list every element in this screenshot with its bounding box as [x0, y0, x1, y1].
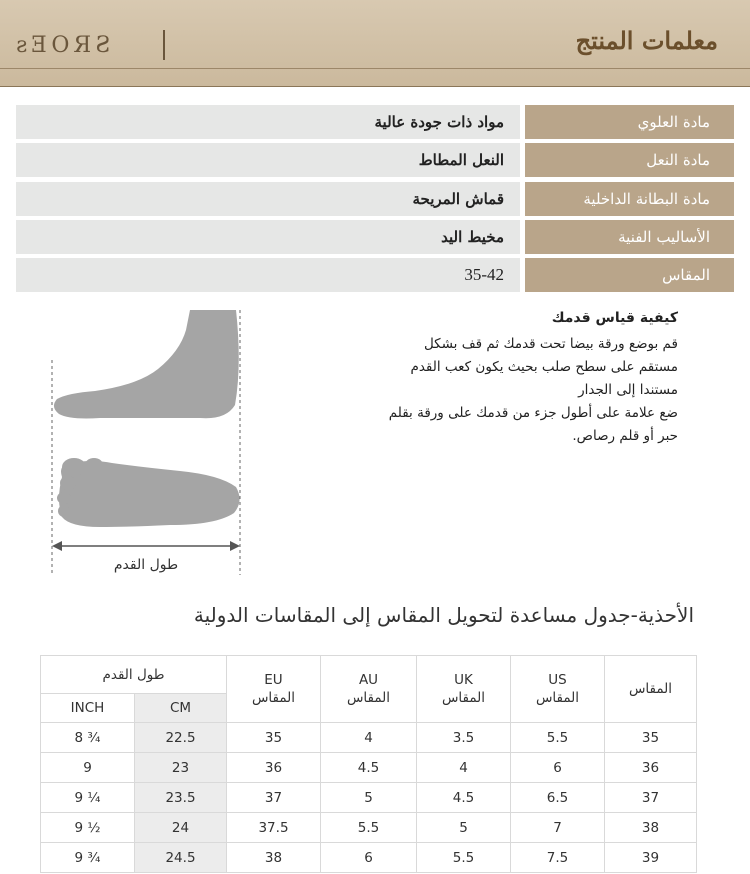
spec-row [16, 220, 734, 254]
toe-3 [60, 476, 76, 490]
header-au [321, 656, 417, 723]
spec-value: 35-42 [16, 258, 520, 292]
header-eu-word: المقاس [251, 690, 296, 706]
size-chart-table [40, 655, 697, 873]
toe-4 [57, 492, 71, 504]
cell-uk: 5 [417, 813, 511, 843]
header-divider [0, 68, 750, 69]
toe-5 [58, 505, 70, 517]
cell-inch: 9 ¾ [41, 843, 135, 873]
spec-value: مخيط اليد [16, 220, 520, 254]
cell-size: 35 [605, 723, 697, 753]
toe-2 [85, 458, 103, 472]
spec-label: مادة البطانة الداخلية [525, 182, 734, 216]
cell-uk: 4 [417, 753, 511, 783]
header-eu-code: EU [264, 672, 283, 688]
cell-eu: 37 [227, 783, 321, 813]
spec-row [16, 143, 734, 177]
cell-us: 7 [511, 813, 605, 843]
header-us [511, 656, 605, 723]
header-inch: INCH [41, 694, 135, 723]
header-au-word: المقاس [346, 690, 391, 706]
foot-top-shape [59, 461, 240, 527]
page-header [0, 0, 750, 87]
header-cm: CM [135, 694, 227, 723]
cell-us: 5.5 [511, 723, 605, 753]
cell-size: 36 [605, 753, 697, 783]
header-uk-code: UK [454, 672, 473, 688]
measure-line: حبر أو قلم رصاص. [572, 428, 678, 444]
cell-us: 6 [511, 753, 605, 783]
header-uk-word: المقاس [441, 690, 486, 706]
cell-uk: 4.5 [417, 783, 511, 813]
foot-side-shape [54, 310, 239, 419]
header-foot-length: طول القدم [41, 656, 227, 694]
table-row [41, 813, 697, 843]
measure-instructions [278, 333, 678, 448]
spec-value: مواد ذات جودة عالية [16, 105, 520, 139]
cell-size: 39 [605, 843, 697, 873]
spec-row [16, 105, 734, 139]
cell-au: 4 [321, 723, 417, 753]
cell-us: 6.5 [511, 783, 605, 813]
spec-row [16, 258, 734, 292]
toe-1 [62, 458, 86, 476]
header-us-code: US [548, 672, 567, 688]
cell-cm: 22.5 [135, 723, 227, 753]
brand-logo: ƨƎOЯƧ [16, 32, 115, 58]
cell-au: 5.5 [321, 813, 417, 843]
header-uk [417, 656, 511, 723]
cell-uk: 3.5 [417, 723, 511, 753]
spec-row [16, 182, 734, 216]
cell-size: 38 [605, 813, 697, 843]
arrow-head-left [52, 541, 62, 551]
cell-au: 5 [321, 783, 417, 813]
cell-inch: 9 ½ [41, 813, 135, 843]
header-size: المقاس [605, 656, 697, 723]
cell-eu: 35 [227, 723, 321, 753]
cell-cm: 24 [135, 813, 227, 843]
table-row [41, 783, 697, 813]
cell-au: 6 [321, 843, 417, 873]
arrow-head-right [230, 541, 240, 551]
cell-cm: 24.5 [135, 843, 227, 873]
foot-length-label: طول القدم [113, 557, 179, 573]
measure-title: كيفية قياس قدمك [551, 310, 678, 326]
spec-label: الأساليب الفنية [525, 220, 734, 254]
cell-size: 37 [605, 783, 697, 813]
cell-inch: 9 ¼ [41, 783, 135, 813]
brand-separator [163, 30, 165, 60]
spec-value: قماش المريحة [16, 182, 520, 216]
header-au-code: AU [358, 672, 379, 688]
spec-label: مادة العلوي [525, 105, 734, 139]
foot-measure-illustration [40, 305, 260, 580]
measure-line: مستندا إلى الجدار [578, 382, 678, 398]
measure-line: ضع علامة على أطول جزء من قدمك على ورقة بقلم [388, 405, 678, 421]
cell-us: 7.5 [511, 843, 605, 873]
table-row [41, 753, 697, 783]
table-row [41, 843, 697, 873]
cell-cm: 23.5 [135, 783, 227, 813]
cell-inch: 8 ¾ [41, 723, 135, 753]
spec-label: المقاس [525, 258, 734, 292]
cell-inch: 9 [41, 753, 135, 783]
cell-au: 4.5 [321, 753, 417, 783]
cell-eu: 38 [227, 843, 321, 873]
header-us-word: المقاس [535, 690, 580, 706]
cell-uk: 5.5 [417, 843, 511, 873]
page-title: معلمات المنتج [575, 26, 718, 55]
cell-cm: 23 [135, 753, 227, 783]
cell-eu: 37.5 [227, 813, 321, 843]
spec-label: مادة النعل [525, 143, 734, 177]
header-eu [227, 656, 321, 723]
size-chart-heading: الأحذية-جدول مساعدة لتحويل المقاس إلى المقاسات الدولية [193, 603, 694, 627]
measure-line: قم بوضع ورقة بيضا تحت قدمك ثم قف بشكل [423, 336, 678, 352]
cell-eu: 36 [227, 753, 321, 783]
table-row [41, 723, 697, 753]
spec-value: النعل المطاط [16, 143, 520, 177]
measure-line: مستقم على سطح صلب بحيث يكون كعب القدم [410, 359, 678, 375]
